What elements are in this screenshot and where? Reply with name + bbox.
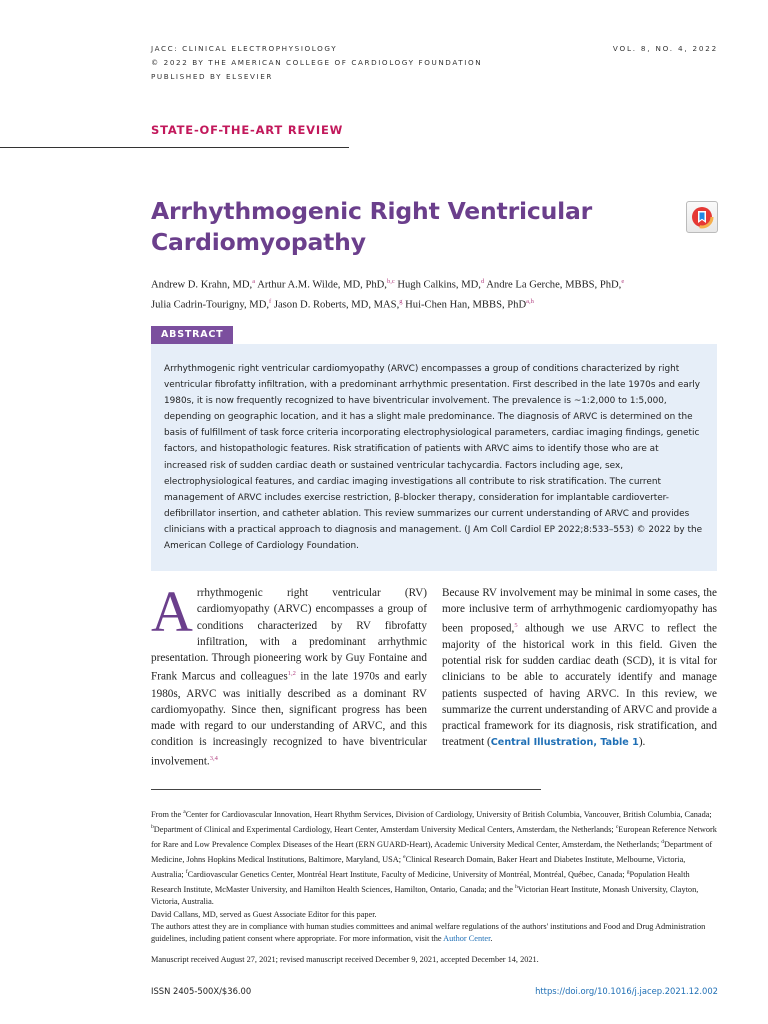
affiliation-text: Department of Medicine, Johns Hopkins Medical Institutions, Baltimore, Maryland, USA;	[151, 839, 713, 864]
article-title	[151, 196, 671, 258]
body-column-1	[151, 579, 427, 770]
body-col2-text-2: although we use ARVC to reflect the majority of the historical work in this field. Given the potential risk for sudden cardiac death (SCD), it is vital for clinicians to be able to accurately identify and manage patients suspected of having ARVC. In this review, we summarize the current understanding of ARVC and provide a practical framework for its diagnosis, risk stratification, and treatment (	[442, 622, 717, 749]
author-affiliation-ref[interactable]: a	[252, 278, 256, 285]
publisher-line: PUBLISHED BY ELSEVIER	[151, 72, 274, 81]
author-affiliation-ref[interactable]: f	[269, 298, 272, 306]
affiliation-marker: f	[185, 869, 188, 876]
citation-ref[interactable]: 3,4	[209, 754, 218, 762]
drop-cap: A	[151, 579, 193, 644]
affiliation-marker: c	[615, 824, 619, 831]
affiliation-text: Center for Cardiovascular Innovation, Heart Rhythm Services, Division of Cardiology, University of British Columbia, Vancouver, British Columbia, Canada;	[185, 809, 712, 819]
link-separator: ,	[593, 737, 601, 749]
title-line-2: Cardiomyopathy	[151, 228, 366, 256]
author-affiliation-ref[interactable]: g	[399, 298, 403, 306]
affiliation-text: Clinical Research Domain, Baker Heart and Diabetes Institute, Melbourne, Victoria, Australia;	[151, 854, 686, 880]
title-line-1: Arrhythmogenic Right Ventricular	[151, 197, 592, 225]
abstract-box	[151, 344, 717, 571]
author-name: Arthur A.M. Wilde, MD, PhD,	[257, 279, 387, 291]
affiliation-text: Department of Clinical and Experimental Cardiology, Heart Center, Amsterdam University Medical Centers, Amsterdam, the Netherlands;	[153, 824, 616, 834]
abstract-copyright: © 2022 by the American College of Cardiology Foundation.	[164, 524, 703, 552]
attestation-note	[151, 921, 717, 946]
check-for-updates-button[interactable]	[686, 201, 718, 233]
abstract-label: ABSTRACT	[151, 326, 233, 344]
affiliation-marker: d	[661, 839, 665, 846]
abstract-text	[164, 361, 704, 554]
body-col2-text: Because RV involvement may be minimal in some cases, the more inclusive term of arrhythmogenic cardiomyopathy has been proposed,	[442, 587, 717, 635]
issn: ISSN 2405-500X/$36.00	[151, 986, 252, 996]
author-affiliation-ref[interactable]: e	[621, 278, 625, 285]
author-affiliation-ref[interactable]: a,h	[526, 298, 534, 306]
affiliation-marker: b	[151, 824, 154, 831]
table-1-link[interactable]: Table 1	[600, 737, 639, 749]
affiliation-marker: h	[514, 884, 518, 891]
affiliation-text: Population Health Research Institute, McMaster University, and Hamilton Health Sciences, Hamilton, Ontario, Canada; and the	[151, 870, 690, 895]
affiliation-marker: e	[403, 854, 406, 861]
journal-name: JACC: CLINICAL ELECTROPHYSIOLOGY	[151, 44, 338, 53]
abstract-citation: (J Am Coll Cardiol EP 2022;8:533–553)	[464, 524, 634, 535]
body-column-2	[442, 585, 717, 752]
affiliation-marker: a	[183, 809, 186, 815]
body-col1-text: rrhythmogenic right ventricular (RV) cardiomyopathy (ARVC) encompasses a group of conditions characterized by RV fibrofatty infiltration, with a predominant arrhythmic presentation. Through pioneering work by Guy Fontaine and Frank Marcus and colleagues	[151, 587, 427, 684]
author-name: Hugh Calkins, MD,	[397, 279, 481, 291]
author-name: Hui-Chen Han, MBBS, PhD	[405, 299, 527, 311]
author-name: Andre La Gerche, MBBS, PhD,	[486, 279, 622, 291]
footnote-divider	[151, 789, 541, 790]
from-label: From the	[151, 809, 184, 819]
manuscript-dates: Manuscript received August 27, 2021; revised manuscript received December 9, 2021, accepted December 14, 2021.	[151, 954, 539, 964]
central-illustration-link[interactable]: Central Illustration	[490, 737, 594, 749]
guest-editor-note: David Callans, MD, served as Guest Associate Editor for this paper.	[151, 909, 377, 919]
body-col1-text-2: in the late 1970s and early 1980s, ARVC was initially described as a dominant RV cardiomyopathy. Since then, significant progress has been made with regard to our understanding of ARVC, and this condition is increasingly recognized to have biventricular involvement.	[151, 671, 427, 768]
volume-info: VOL. 8, NO. 4, 2022	[612, 44, 718, 53]
author-name: Jason D. Roberts, MD, MAS,	[273, 299, 400, 311]
doi-link[interactable]: https://doi.org/10.1016/j.jacep.2021.12.002	[535, 986, 718, 996]
footnotes	[151, 806, 717, 966]
citation-ref[interactable]: 5	[514, 621, 518, 629]
affiliations	[151, 806, 717, 909]
check-for-updates-icon	[687, 202, 717, 232]
author-affiliation-ref[interactable]: b,c	[386, 278, 395, 285]
section-divider	[0, 147, 349, 148]
affiliation-text: Victorian Heart Institute, Monash University, Clayton, Victoria, Australia.	[151, 885, 699, 907]
author-name: Julia Cadrin-Tourigny, MD,	[151, 299, 270, 311]
affiliation-text: European Reference Network for Rare and Low Prevalence Complex Diseases of the Heart (ERN GUARD-Heart), Academic University Medical Center, Amsterdam, the Netherlands;	[151, 824, 717, 849]
author-name: Andrew D. Krahn, MD,	[151, 279, 253, 291]
attestation-text: The authors attest they are in compliance with human studies committees and animal welfare regulations of the authors' institutions and Food and Drug Administration guidelines, including patient consent where appropriate. For more information, visit the	[151, 921, 706, 944]
author-affiliation-ref[interactable]: d	[480, 278, 485, 285]
affiliation-marker: g	[626, 869, 630, 876]
attestation-end: .	[490, 934, 493, 944]
body-col2-end: ).	[638, 736, 646, 749]
affiliation-text: Cardiovascular Genetics Center, Montréal Heart Institute, Faculty of Medicine, University of Montréal, Montréal, Québec, Canada;	[187, 870, 627, 880]
author-list	[151, 274, 721, 314]
section-label: STATE-OF-THE-ART REVIEW	[151, 123, 344, 137]
copyright-line: © 2022 BY THE AMERICAN COLLEGE OF CARDIOLOGY FOUNDATION	[151, 58, 483, 67]
author-center-link[interactable]: Author Center	[443, 934, 491, 944]
abstract-body: Arrhythmogenic right ventricular cardiomyopathy (ARVC) encompasses a group of conditions characterized by right ventricular fibrofatty infiltration, with a predominant arrhythmic presentation. First described in the late 1970s and early 1980s, it is now frequently recognized to have biventricular involvement. The prevalence is ~1:2,000 to 1:5,000, depending on geographic location, and it has a slight male predominance. The diagnosis of ARVC is determined on the basis of fulfillment of task force criteria incorporating electrophysiological parameters, cardiac imaging findings, genetic factors, and histopathologic features. Risk stratification of patients with ARVC aims to identify those who are at increased risk of sudden cardiac death or sustained ventricular tachycardia. Factors including age, sex, electrophysiological features, and cardiac imaging investigations all contribute to risk stratification. The current management of ARVC includes exercise restriction, β-blocker therapy, consideration for implantable cardioverter-defibrillator insertion, and catheter ablation. This review summarizes our current understanding of ARVC and provides clinicians with a practical approach to diagnosis and management.	[164, 364, 701, 535]
citation-ref[interactable]: 1,2	[287, 670, 296, 678]
